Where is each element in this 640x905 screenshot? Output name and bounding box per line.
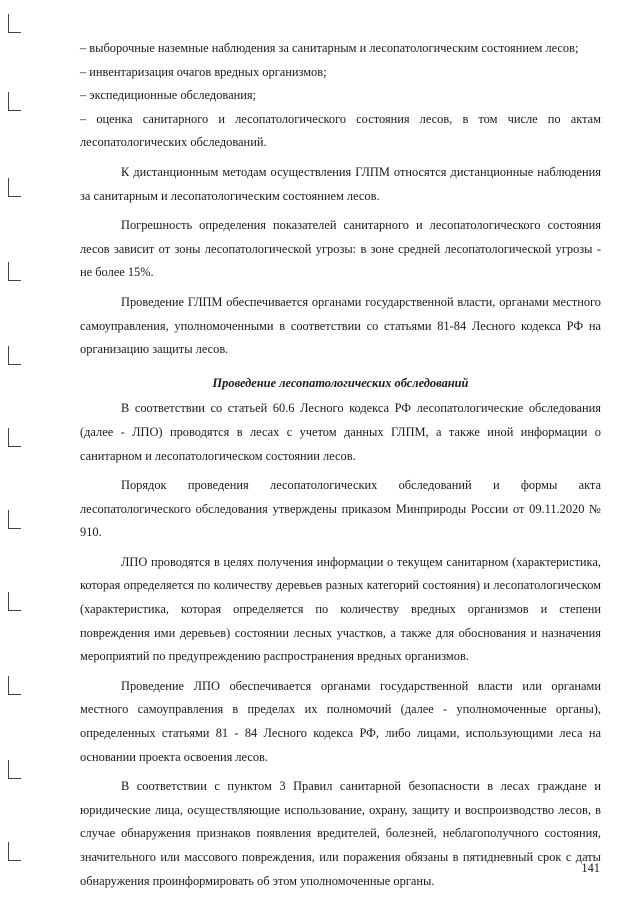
binding-mark xyxy=(8,676,21,695)
list-item: – выборочные наземные наблюдения за санитарным и лесопатологическим состоянием лесов; xyxy=(80,41,579,55)
paragraph: В соответствии с пунктом 3 Правил санитарной безопасности в лесах граждане и юридические лица, осуществляющие использование, охрану, защиту и воспроизводство лесов, в случае обнаружения признаков появления вредителей, болезней, неблагополучного состояния, значительного или массового повреждения, или поражения обязаны в пятидневный срок с даты обнаружения проинформировать об этом уполномоченные органы. xyxy=(80,779,601,888)
binding-mark xyxy=(8,346,21,365)
binding-mark xyxy=(8,92,21,111)
binding-mark xyxy=(8,178,21,197)
binding-mark xyxy=(8,428,21,447)
paragraph: Проведение ГЛПМ обеспечивается органами государственной власти, органами местного самоуправления, уполномоченными в соответствии со статьями 81-84 Лесного кодекса РФ на организацию защиты лесов. xyxy=(80,294,601,357)
paragraph: Погрешность определения показателей санитарного и лесопатологического состояния лесов зависит от зоны лесопатологической угрозы: в зоне средней лесопатологической угрозы - не более 15%. xyxy=(80,218,601,280)
binding-mark xyxy=(8,262,21,281)
paragraph: К дистанционным методам осуществления ГЛПМ относятся дистанционные наблюдения за санитарным и лесопатологическим состоянием лесов. xyxy=(80,164,601,203)
section-heading: Проведение лесопатологических обследований xyxy=(212,375,469,390)
binding-mark xyxy=(8,510,21,529)
binding-marks xyxy=(0,0,40,905)
paragraph: Проведение ЛПО обеспечивается органами государственной власти или органами местного самоуправления в пределах их полномочий (далее - уполномоченные органы), определенных статьями 81 - 84 Лесного кодекса РФ, либо лицами, использующими леса на основании проекта освоения лесов. xyxy=(80,678,601,764)
binding-mark xyxy=(8,760,21,779)
binding-mark xyxy=(8,842,21,861)
list-item: – оценка санитарного и лесопатологического состояния лесов, в том числе по актам лесопатологических обследований. xyxy=(80,111,601,150)
list-item: – инвентаризация очагов вредных организмов; xyxy=(80,64,327,79)
list-item: – экспедиционные обследования; xyxy=(80,88,256,103)
document-page xyxy=(80,37,601,893)
paragraph: Порядок проведения лесопатологических обследований и формы акта лесопатологического обследования утверждены приказом Минприроды России от 09.11.2020 № 910. xyxy=(80,478,601,540)
binding-mark xyxy=(8,14,21,33)
page-number: 141 xyxy=(581,861,600,875)
paragraph: В соответствии со статьей 60.6 Лесного кодекса РФ лесопатологические обследования (далее - ЛПО) проводятся в лесах с учетом данных ГЛПМ, а также иной информации о санитарном и лесопатологическом состоянии лесов. xyxy=(80,401,601,463)
paragraph: ЛПО проводятся в целях получения информации о текущем санитарном (характеристика, которая определяется по количеству деревьев разных категорий состояния) и лесопатологическом (характеристика, которая определяется по количеству вредных организмов и степени повреждения ими деревьев) состоянии лесных участков, а также для обоснования и назначения мероприятий по предупреждению распространения вредных организмов. xyxy=(80,554,601,664)
binding-mark xyxy=(8,592,21,611)
